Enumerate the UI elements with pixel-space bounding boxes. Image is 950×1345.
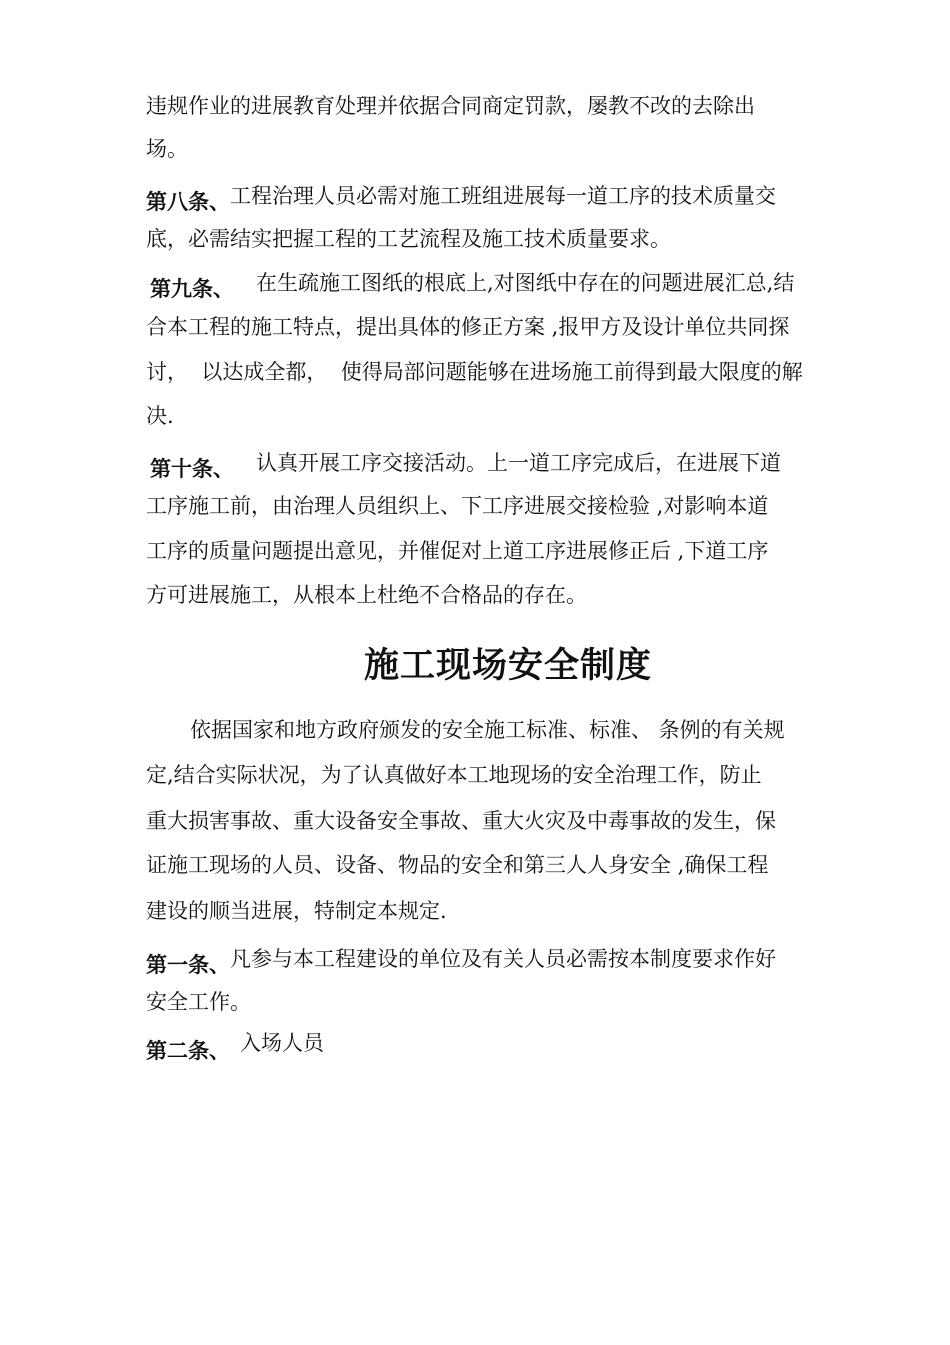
text-line: 在生疏施工图纸的根底上,对图纸中存在的问题进展汇总,结 bbox=[256, 271, 795, 295]
text-line: 违规作业的进展教育处理并依据合同商定罚款，屡教不改的去除出 bbox=[146, 94, 755, 118]
section-title: 施工现场安全制度 bbox=[363, 646, 652, 686]
text-line: 证施工现场的人员、设备、物品的安全和第三人人身安全 ,确保工程 bbox=[146, 853, 769, 877]
article-label: 第八条、 bbox=[146, 190, 230, 214]
article-8 bbox=[146, 184, 776, 214]
article-10 bbox=[150, 451, 781, 481]
article-label: 第一条、 bbox=[146, 953, 230, 977]
article-1 bbox=[146, 947, 776, 977]
text-line: 重大损害事故、重大设备安全事故、重大火灾及中毒事故的发生，保 bbox=[146, 809, 776, 833]
article-9 bbox=[150, 271, 795, 301]
text-line: 底，必需结实把握工程的工艺流程及施工技术质量要求。 bbox=[146, 227, 671, 251]
text-line: 工序施工前，由治理人员组织上、下工序进展交接检验 ,对影响本道 bbox=[146, 494, 769, 518]
text-line: 讨， 以达成全都， 使得局部问题能够在进场施工前得到最大限度的解 bbox=[146, 360, 803, 384]
text-line: 入场人员 bbox=[240, 1031, 324, 1055]
text-line: 工序的质量问题提出意见，并催促对上道工序进展修正后 ,下道工序 bbox=[146, 539, 769, 563]
text-line: 决. bbox=[146, 404, 174, 428]
text-line: 建设的顺当进展，特制定本规定. bbox=[146, 899, 447, 923]
article-label: 第十条、 bbox=[150, 457, 234, 481]
text-line: 定,结合实际状况，为了认真做好本工地现场的安全治理工作，防止 bbox=[146, 763, 762, 787]
text-line: 方可进展施工，从根本上杜绝不合格品的存在。 bbox=[146, 583, 587, 607]
text-line: 认真开展工序交接活动。上一道工序完成后，在进展下道 bbox=[256, 451, 781, 475]
text-line: 场。 bbox=[146, 137, 188, 161]
text-line: 工程治理人员必需对施工班组进展每一道工序的技术质量交 bbox=[230, 184, 776, 208]
text-line: 凡参与本工程建设的单位及有关人员必需按本制度要求作好 bbox=[230, 947, 776, 971]
article-2 bbox=[146, 1031, 324, 1063]
text-line: 安全工作。 bbox=[146, 990, 251, 1014]
article-label: 第二条、 bbox=[146, 1039, 230, 1063]
text-line: 依据国家和地方政府颁发的安全施工标准、标准、 条例的有关规 bbox=[190, 718, 785, 742]
article-label: 第九条、 bbox=[150, 277, 234, 301]
text-line: 合本工程的施工特点，提出具体的修正方案 ,报甲方及设计单位共同探 bbox=[146, 315, 790, 339]
